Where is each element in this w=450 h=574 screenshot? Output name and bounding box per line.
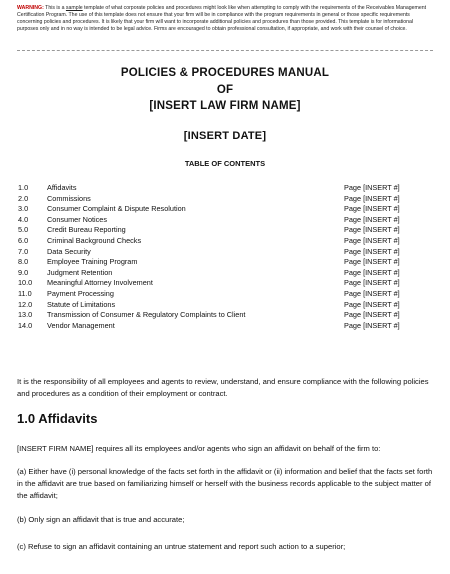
table-of-contents — [18, 183, 418, 331]
toc-title: Vendor Management — [47, 320, 115, 330]
intro-paragraph: It is the responsibility of all employees and agents to review, understand, and ensure compliance with the following policies and procedures as a condition of their employment or contract. — [17, 377, 429, 398]
warning-notice — [17, 5, 435, 33]
section-paragraph-a: (a) Either have (i) personal knowledge of the facts set forth in the affidavit or (ii) information and belief that the facts set forth in the affidavit are true based on familiarizing himself or herself with the business records applicable to the subject matter of the affidavit; — [17, 467, 433, 500]
warning-label: WARNING: — [17, 5, 44, 11]
toc-page: Page [INSERT #] — [344, 193, 400, 203]
toc-title: Data Security — [47, 246, 91, 256]
toc-page: Page [INSERT #] — [344, 257, 400, 267]
toc-row — [18, 204, 418, 215]
toc-row — [18, 247, 418, 258]
date-placeholder: [INSERT DATE] — [183, 130, 267, 142]
toc-row — [18, 183, 418, 194]
divider — [17, 50, 433, 51]
section-paragraph-1: [INSERT FIRM NAME] requires all its employees and/or agents who sign an affidavit on behalf of the firm to: — [17, 444, 381, 453]
toc-title: Credit Bureau Reporting — [47, 225, 126, 235]
toc-title: Criminal Background Checks — [47, 235, 142, 245]
toc-number: 5.0 — [18, 225, 29, 235]
firm-name-placeholder: [INSERT LAW FIRM NAME] — [149, 100, 301, 112]
toc-number: 10.0 — [18, 278, 33, 288]
toc-row — [18, 225, 418, 236]
toc-page: Page [INSERT #] — [344, 204, 400, 214]
toc-number: 13.0 — [18, 310, 33, 320]
toc-number: 6.0 — [18, 235, 29, 245]
toc-page: Page [INSERT #] — [344, 299, 400, 309]
toc-page: Page [INSERT #] — [344, 246, 400, 256]
warning-sample-word: sample — [65, 5, 83, 11]
toc-row — [18, 289, 418, 300]
toc-title: Employee Training Program — [47, 257, 138, 267]
toc-title: Transmission of Consumer & Regulatory Complaints to Client — [47, 310, 246, 320]
section-heading: 1.0 Affidavits — [17, 411, 98, 426]
toc-title: Affidavits — [47, 183, 77, 192]
toc-number: 14.0 — [18, 320, 33, 330]
toc-title: Consumer Complaint & Dispute Resolution — [47, 204, 186, 214]
toc-page: Page [INSERT #] — [344, 235, 400, 245]
toc-row — [18, 300, 418, 311]
toc-title: Meaningful Attorney Involvement — [47, 278, 153, 288]
toc-row — [18, 278, 418, 289]
toc-number: 12.0 — [18, 299, 33, 309]
section-paragraph-c: (c) Refuse to sign an affidavit containing an untrue statement and report such action to a superior; — [17, 542, 346, 551]
toc-page: Page [INSERT #] — [344, 320, 400, 330]
section-paragraph-b: (b) Only sign an affidavit that is true and accurate; — [17, 515, 185, 524]
toc-row — [18, 194, 418, 205]
toc-page: Page [INSERT #] — [344, 310, 400, 320]
toc-number: 9.0 — [18, 267, 29, 277]
toc-number: 7.0 — [18, 246, 29, 256]
toc-page: Page [INSERT #] — [344, 225, 400, 235]
toc-page: Page [INSERT #] — [344, 214, 400, 224]
manual-title: POLICIES & PROCEDURES MANUAL — [120, 67, 330, 79]
toc-number: 4.0 — [18, 214, 29, 224]
toc-title: Judgment Retention — [47, 267, 113, 277]
toc-title: Commissions — [47, 193, 91, 203]
toc-row — [18, 268, 418, 279]
toc-number: 2.0 — [18, 193, 29, 203]
toc-number: 3.0 — [18, 204, 29, 214]
toc-title: Payment Processing — [47, 288, 114, 298]
toc-row — [18, 236, 418, 247]
toc-row — [18, 257, 418, 268]
toc-page: Page [INSERT #] — [344, 288, 400, 298]
toc-number: 11.0 — [18, 288, 32, 298]
toc-page: Page [INSERT #] — [344, 183, 400, 192]
toc-row — [18, 310, 418, 321]
toc-number: 8.0 — [18, 257, 29, 267]
toc-row — [18, 321, 418, 332]
toc-row — [18, 215, 418, 226]
toc-title: Consumer Notices — [47, 214, 108, 224]
toc-page: Page [INSERT #] — [344, 278, 400, 288]
toc-title: Statute of Limitations — [47, 299, 116, 309]
toc-number: 1.0 — [18, 183, 29, 192]
manual-title-of: OF — [216, 84, 234, 96]
toc-heading: TABLE OF CONTENTS — [184, 159, 266, 168]
warning-text-after: template of what corporate policies and procedures might look like when attempting to comply with the requirements of the Receivables Management Certification Program. The use of this template does not ensure that your firm will be in compliance with the program requirements in general or those specific requirements concerning policies and procedures. It is likely that your firm will want to incorporate additional policies and procedures than those provided. This template is for informational purposes only and in no way is intended to be legal advice. Firms are encouraged to obtain professional consultation, if appropriate, and work with their counsel of choice. — [17, 5, 427, 32]
toc-page: Page [INSERT #] — [344, 267, 400, 277]
warning-text-before: This is a — [43, 5, 66, 11]
